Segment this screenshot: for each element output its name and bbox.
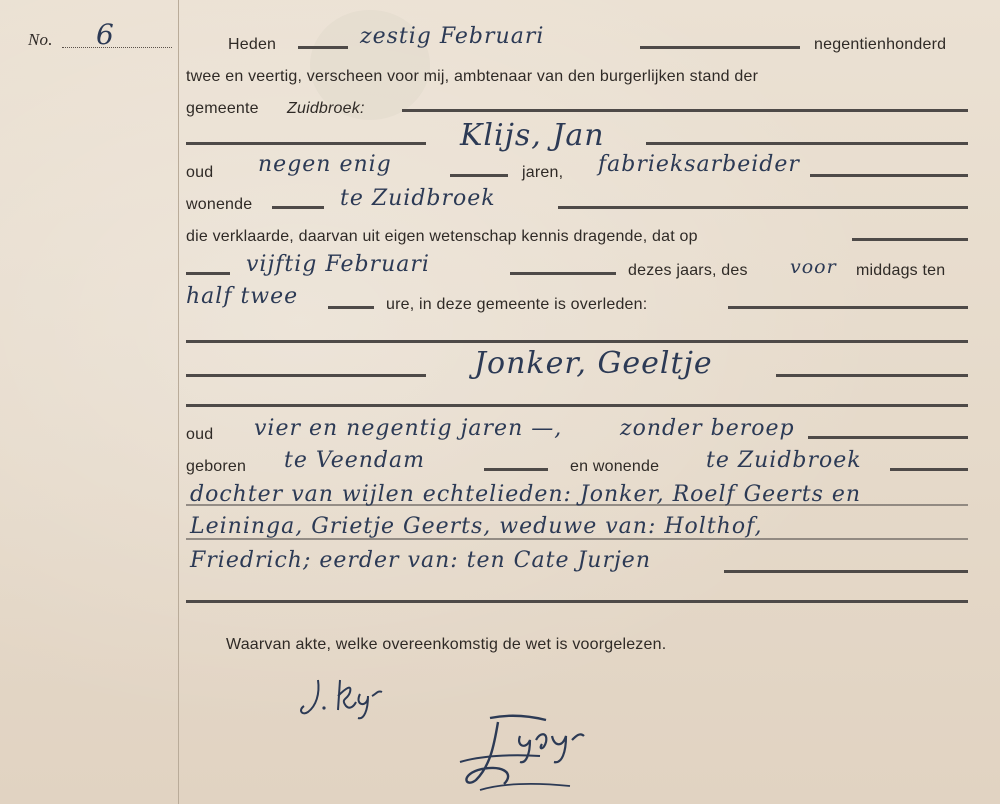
text-wonende: wonende [186,196,253,213]
fill-line [810,174,968,177]
hw-death-time: half twee [186,284,299,309]
fill-line [186,374,426,377]
hw-date-registration: zestig Februari [360,24,545,49]
hw-birthplace: te Veendam [284,448,425,473]
fill-line [186,404,968,407]
text-gemeente: gemeente [186,100,259,117]
declarant-signature [290,666,410,726]
record-number-dotted-line [62,47,172,48]
fill-line [450,174,508,177]
hw-deceased-name: Jonker, Geeltje [474,346,713,381]
text-dezes-jaars: dezes jaars, des [628,262,748,279]
hw-parents-line-3: Friedrich; eerder van: ten Cate Jurjen [190,548,651,573]
hw-declarant-occupation: fabrieksarbeider [598,152,800,177]
text-gemeente-name: Zuidbroek: [287,100,365,117]
fill-line [484,468,548,471]
fill-line [298,46,348,49]
text-line-2: twee en veertig, verscheen voor mij, ambtenaar van den burgerlijken stand der [186,68,759,85]
fill-line [186,340,968,343]
text-en-wonende: en wonende [570,458,660,475]
hw-parents-line-1: dochter van wijlen echtelieden: Jonker, Roelf Geerts en [190,482,862,507]
registrar-signature [450,706,610,796]
text-jaren: jaren, [522,164,564,181]
margin-rule [178,0,179,804]
record-number-label: No. [28,30,53,49]
fill-line [724,570,968,573]
hw-deceased-age: vier en negentig jaren —, [254,416,563,441]
fill-line [890,468,968,471]
text-geboren: geboren [186,458,247,475]
text-oud-2: oud [186,426,214,443]
fill-line [402,109,968,112]
hw-declarant-residence: te Zuidbroek [340,186,496,211]
hw-date-death: vijftig Februari [246,252,430,277]
fill-line [776,374,968,377]
hw-deceased-residence: te Zuidbroek [706,448,862,473]
fill-line [728,306,968,309]
text-ure: ure, in deze gemeente is overleden: [386,296,648,313]
text-waarvan-akte: Waarvan akte, welke overeenkomstig de wet is voorgelezen. [226,636,667,653]
text-verklaarde: die verklaarde, daarvan uit eigen wetenschap kennis dragende, dat op [186,228,698,245]
hw-declarant-age: negen enig [258,152,392,177]
hw-declarant-name: Klijs, Jan [460,118,605,153]
fill-line [558,206,968,209]
hw-deceased-occupation: zonder beroep [620,416,795,441]
fill-line [646,142,968,145]
fill-line [510,272,616,275]
fill-line [186,272,230,275]
hw-parents-line-2: Leininga, Grietje Geerts, weduwe van: Holthof, [190,514,763,539]
fill-line [272,206,324,209]
text-heden: Heden [228,36,277,53]
hw-voor-middags: voor [790,256,837,278]
text-middags-ten: middags ten [856,262,946,279]
fill-line [328,306,374,309]
fill-line [808,436,968,439]
text-negentienhonderd: negentienhonderd [814,36,947,53]
fill-line [852,238,968,241]
record-number-value: 6 [96,18,115,51]
fill-line [186,142,426,145]
fill-line [640,46,800,49]
text-oud: oud [186,164,214,181]
fill-line [186,600,968,603]
